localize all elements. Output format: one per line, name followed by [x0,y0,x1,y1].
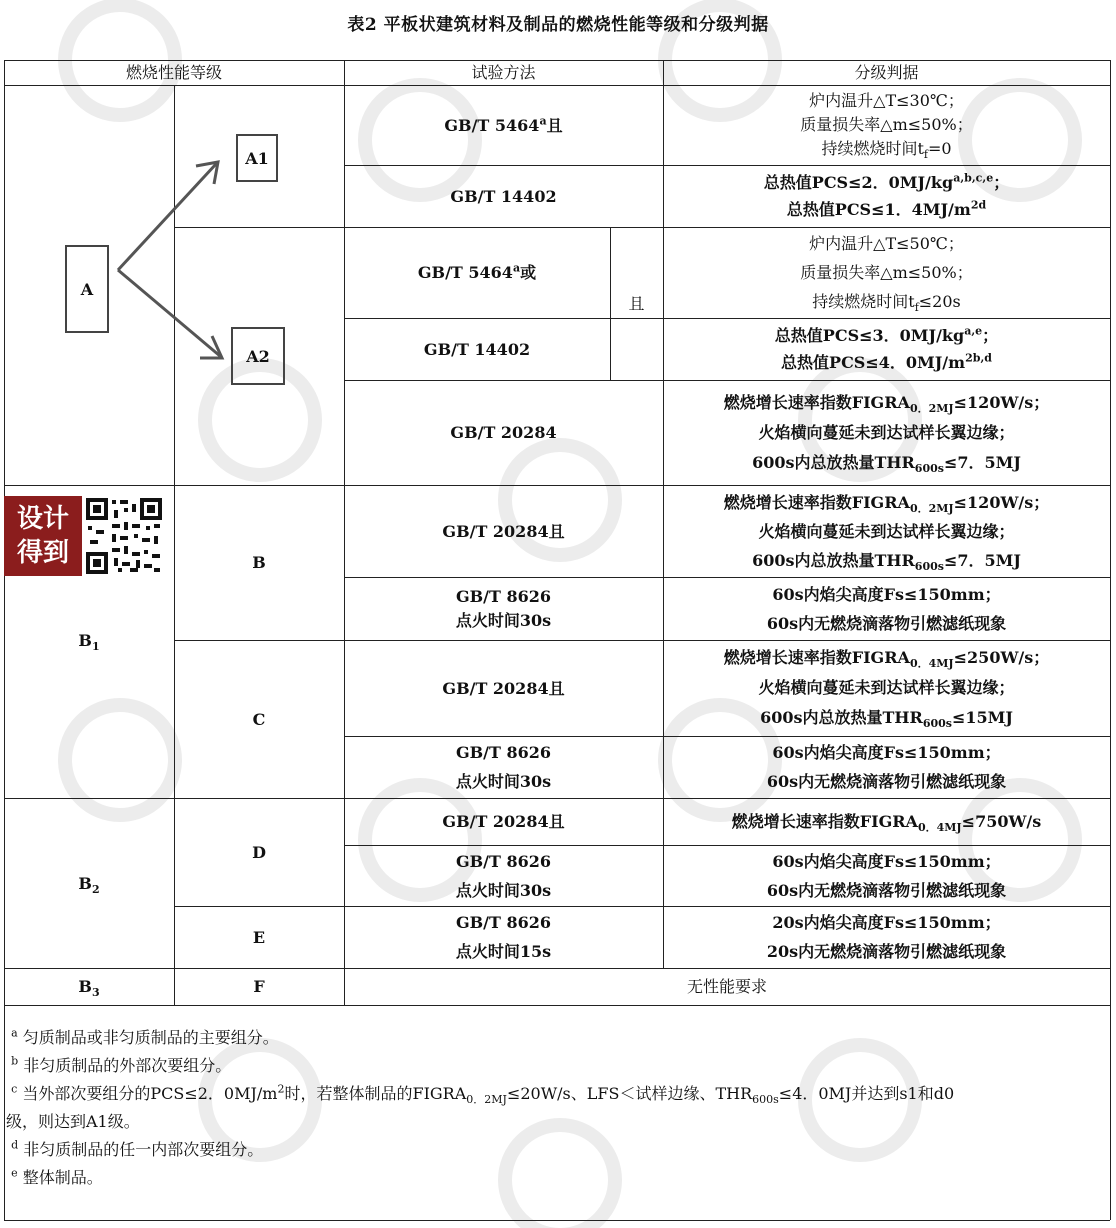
c-criteria-2: 60s内焰尖高度Fs≤150mm； 60s内无燃烧滴落物引燃滤纸现象 [766,743,1007,791]
qr-code-icon [84,496,164,576]
e-method-1: GB/T 8626 点火时间15s [455,913,552,961]
grade-c: C [252,709,266,729]
and-connector: 且 [628,294,645,313]
grade-a-box: A [65,245,109,333]
grade-d: D [252,842,266,862]
grade-b3: $B_3$ [78,977,100,1000]
c-method-2: GB/T 8626 点火时间30s [455,743,552,791]
footnote-b: $^b$ 非匀质制品的外部次要组分。 [11,1054,232,1075]
b-method-1: GB/T 20284且 [442,521,565,541]
c-criteria-1: 燃烧增长速率指数$FIGRA_{0.4MJ}\le 250W/s$； 火焰横向蔓延未到达试样长翼边缘； 600s内总放热量$THR_{600s}\le 15MJ$ [723,648,1050,731]
a2-criteria-2: 总热值PCS≤3．0MJ/kg$^{a,e}$； 总热值PCS≤4．$0MJ/m^{2b,d}$ [774,324,999,372]
grade-b2: $B_2$ [78,873,100,896]
d-criteria-1: 燃烧增长速率指数$FIGRA_{0.4MJ}\le 750W/s$ [731,812,1042,835]
table-title: 表2 平板状建筑材料及制品的燃烧性能等级和分级判据 [347,15,769,35]
a2-criteria-1: 炉内温升△T≤50℃； 质量损失率△m≤50%； 持续燃烧时间$t_f\le 20s$ [800,234,973,315]
header-method: 试验方法 [471,63,536,82]
footnotes [6,1024,1106,1192]
a2-method-3: GB/T 20284 [450,423,557,442]
header-criteria: 分级判据 [854,63,919,82]
c-method-1: GB/T 20284且 [442,678,565,698]
f-criteria: 无性能要求 [686,977,767,996]
d-method-2: GB/T 8626 点火时间30s [455,851,552,900]
grade-a1-box: A1 [236,134,278,182]
footnote-c-cont: 级，则达到A1级。 [6,1112,140,1131]
b-method-2: GB/T 8626 点火时间30s [455,586,552,630]
b-criteria-1: 燃烧增长速率指数$FIGRA_{0.2MJ}\le 120W/s$； 火焰横向蔓延未到达试样长翼边缘； 600s内总放热量$THR_{600s}\le 7$．5MJ [723,492,1050,573]
header-grade: 燃烧性能等级 [125,63,222,82]
footnote-a: $^a$ 匀质制品或非匀质制品的主要组分。 [11,1026,279,1047]
a1-method-1: GB/T 5464$^a$且 [444,114,563,135]
a2-method-2: GB/T 14402 [423,339,531,359]
a1-method-2: GB/T 14402 [450,186,557,206]
d-method-1: GB/T 20284且 [442,812,565,831]
d-criteria-2: 60s内焰尖高度Fs≤150mm； 60s内无燃烧滴落物引燃滤纸现象 [766,851,1007,900]
grade-e: E [252,927,266,947]
footnote-e: $^e$ 整体制品。 [11,1166,103,1187]
a1-criteria-2: 总热值PCS≤2．0MJ/kg$^{a,b,c,e}$； 总热值PCS≤1．$4MJ/m^{2d}$ [763,171,1010,219]
a2-criteria-3: 燃烧增长速率指数$FIGRA_{0.2MJ}\le 120W/s$； 火焰横向蔓延未到达试样长翼边缘； 600s内总放热量$THR_{600s}\le 7$．5MJ [723,392,1050,475]
grade-b1: $B_1$ [78,630,100,653]
grade-b: B [252,553,266,572]
a1-criteria-1: 炉内温升△T≤30℃； 质量损失率△m≤50%； 持续燃烧时间$t_f=0$ [800,91,973,162]
branch-arrows [0,0,400,400]
a2-method-1: GB/T 5464$^a$或 [417,261,537,282]
brand-logo: 设计 得到 [4,496,164,576]
grade-f: F [253,977,265,996]
e-criteria-1: 20s内焰尖高度Fs≤150mm； 20s内无燃烧滴落物引燃滤纸现象 [766,913,1007,961]
footnote-d: $^d$ 非匀质制品的任一内部次要组分。 [11,1138,264,1159]
b-criteria-2: 60s内焰尖高度Fs≤150mm； 60s内无燃烧滴落物引燃滤纸现象 [766,584,1007,633]
grade-a2-box: A2 [231,327,285,385]
footnote-c: $^c$ 当外部次要组分的PCS≤2．$0MJ/m^2$时，若整体制品的$FIGRA_{0.2MJ}\le 20W/s$、LFS＜试样边缘、$THR_{600s}\le 4$．0MJ并达到s1和d0 [11,1082,955,1107]
